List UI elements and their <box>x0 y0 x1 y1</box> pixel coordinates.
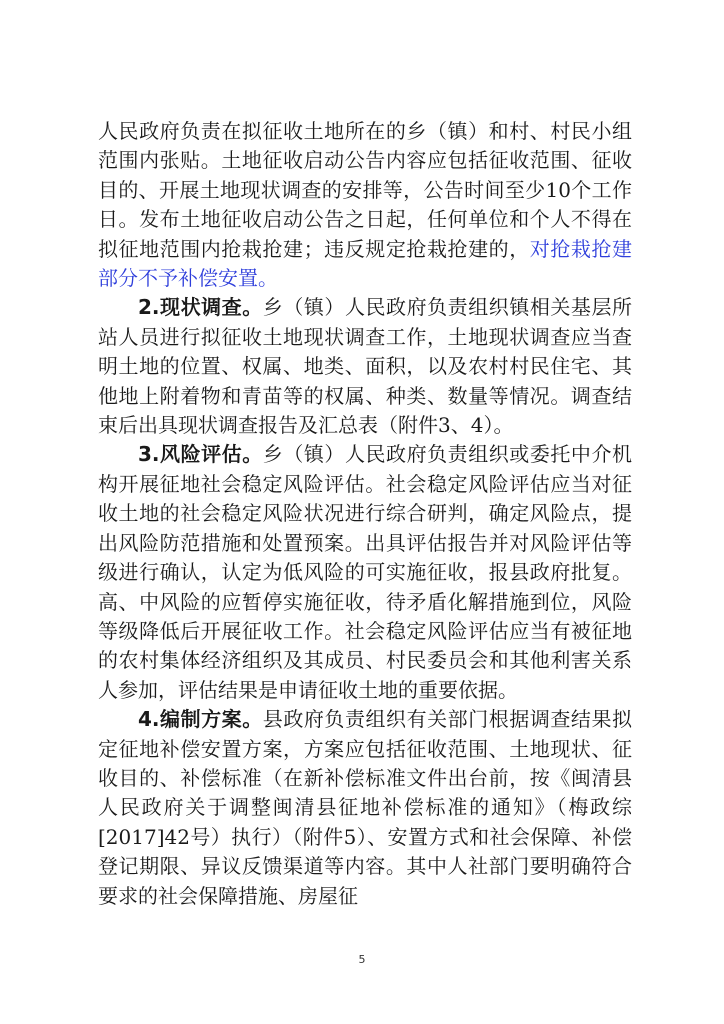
section-heading: 2.现状调查。 <box>138 295 263 320</box>
paragraph-plan <box>98 705 632 911</box>
page-number: 5 <box>358 953 366 966</box>
paragraph-survey <box>98 293 632 440</box>
paragraph-text: 县政府负责组织有关部门根据调查结果拟定征地补偿安置方案，方案应包括征收范围、土地现状、征收目的、补偿标准（在新补偿标准文件出台前，按《闽清县人民政府关于调整闽清县征地补偿标准的通知》（梅政综[2017]42号）执行）（附件5）、安置方式和社会保障、补偿登记期限、异议反馈渠道等内容。其中人社部门要明确符合要求的社会保障措施、房屋征 <box>98 707 633 908</box>
body-text <box>98 117 632 911</box>
highlighted-text: 对抢栽抢建部分不予补偿安置。 <box>98 236 633 291</box>
paragraph-text: 乡（镇）人民政府负责组织镇相关基层所站人员进行拟征收土地现状调查工作，土地现状调查应当查明土地的位置、权属、地类、面积，以及农村村民住宅、其他地上附着物和青苗等的权属、种类、数量等情况。调查结束后出具现状调查报告及汇总表（附件3、4）。 <box>98 295 633 438</box>
paragraph-text: 乡（镇）人民政府负责组织或委托中介机构开展征地社会稳定风险评估。社会稳定风险评估应当对征收土地的社会稳定风险状况进行综合研判，确定风险点，提出风险防范措施和处置预案。出具评估报告并对风险评估等级进行确认，认定为低风险的可实施征收，报县政府批复。高、中风险的应暂停实施征收，待矛盾化解措施到位，风险等级降低后开展征收工作。社会稳定风险评估应当有被征地的农村集体经济组织及其成员、村民委员会和其他利害关系人参加，评估结果是申请征收土地的重要依据。 <box>98 442 633 702</box>
paragraph-announcement <box>98 117 632 293</box>
section-heading: 4.编制方案。 <box>138 707 263 732</box>
section-heading: 3.风险评估。 <box>138 442 263 467</box>
paragraph-risk-assessment <box>98 440 632 705</box>
paragraph-text: 人民政府负责在拟征收土地所在的乡（镇）和村、村民小组范围内张贴。土地征收启动公告内容应包括征收范围、征收目的、开展土地现状调查的安排等，公告时间至少10个工作日。发布土地征收启动公告之日起，任何单位和个人不得在拟征地范围内抢栽抢建；违反规定抢栽抢建的， <box>98 119 632 261</box>
